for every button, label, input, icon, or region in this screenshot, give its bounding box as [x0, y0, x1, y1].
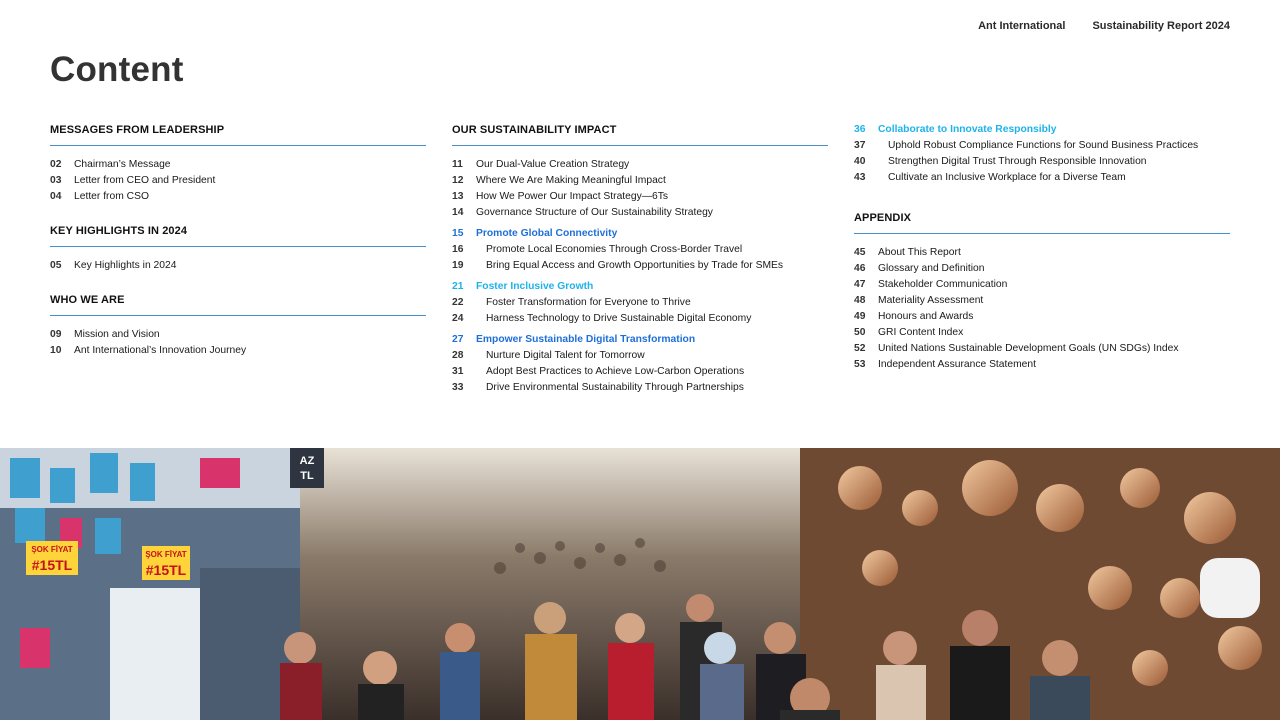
toc-page-number: 47: [854, 279, 866, 290]
toc-entry-label: Governance Structure of Our Sustainability Strategy: [476, 207, 713, 218]
toc-entry-link[interactable]: [452, 311, 828, 327]
toc-entry-link[interactable]: [854, 261, 1230, 277]
toc-entry-label: Nurture Digital Talent for Tomorrow: [486, 350, 645, 361]
toc-entry-label: Foster Transformation for Everyone to Thrive: [486, 297, 691, 308]
toc-page-number: 16: [452, 244, 464, 255]
toc-page-number: 50: [854, 327, 866, 338]
toc-page-number: 28: [452, 350, 464, 361]
toc-entry-link[interactable]: [854, 357, 1230, 373]
toc-section-title: KEY HIGHLIGHTS IN 2024: [50, 225, 426, 247]
toc-page-number: 45: [854, 247, 866, 258]
toc-page-number: 11: [452, 159, 463, 170]
toc-entry-link[interactable]: [452, 205, 828, 221]
toc-entry-label: Letter from CEO and President: [74, 175, 216, 186]
toc-entry-link[interactable]: [50, 189, 426, 205]
toc-section-title: APPENDIX: [854, 212, 1230, 234]
sale-sign-1: ŞOK FİYAT: [31, 545, 73, 554]
toc-entry-link[interactable]: [452, 242, 828, 258]
toc-entry-link[interactable]: [50, 343, 426, 359]
toc-page-number: 36: [854, 124, 866, 135]
toc-page-number: 04: [50, 191, 62, 202]
toc-page-number: 37: [854, 140, 866, 151]
sale-sign-1-price: #15TL: [31, 557, 73, 573]
toc-entry-label: Materiality Assessment: [878, 295, 984, 306]
toc-section: [50, 124, 426, 205]
toc-column-3: [854, 122, 1230, 393]
sale-sign-2: ŞOK FİYAT: [145, 550, 187, 559]
toc-entry-label: Chairman’s Message: [74, 159, 171, 170]
toc-page-number: 10: [50, 345, 62, 356]
toc-entry-label: Glossary and Definition: [878, 263, 985, 274]
toc-page-number: 31: [452, 366, 464, 377]
toc-entry-label: Stakeholder Communication: [878, 279, 1008, 290]
toc-entry-link[interactable]: [452, 295, 828, 311]
toc-entry-link[interactable]: [854, 309, 1230, 325]
toc-entry-label: Cultivate an Inclusive Workplace for a Diverse Team: [888, 172, 1126, 183]
toc-page-number: 03: [50, 175, 62, 186]
toc-page-number: 22: [452, 297, 464, 308]
toc-chapter-link[interactable]: [452, 226, 828, 242]
toc-entry-label: Independent Assurance Statement: [878, 359, 1036, 370]
toc-page-number: 48: [854, 295, 866, 306]
toc-entry-link[interactable]: [854, 341, 1230, 357]
toc-page-number: 02: [50, 159, 62, 170]
toc-page-number: 14: [452, 207, 464, 218]
toc-page-number: 12: [452, 175, 464, 186]
toc-entry-label: United Nations Sustainable Development Goals (UN SDGs) Index: [878, 343, 1179, 354]
toc-section-title: WHO WE ARE: [50, 294, 426, 316]
toc-page-number: 40: [854, 156, 866, 167]
toc-section: [50, 294, 426, 359]
toc-page-number: 05: [50, 260, 62, 271]
toc-entry-label: Honours and Awards: [878, 311, 974, 322]
toc-page-number: 24: [452, 313, 464, 324]
toc-page-number: 43: [854, 172, 866, 183]
toc-entry-label: Empower Sustainable Digital Transformation: [476, 334, 696, 345]
toc-entry-link[interactable]: [452, 173, 828, 189]
toc-entry-link[interactable]: [854, 154, 1230, 170]
toc-entry-label: Strengthen Digital Trust Through Responsible Innovation: [888, 156, 1147, 167]
toc-entry-label: Collaborate to Innovate Responsibly: [878, 124, 1057, 135]
toc-entry-label: Our Dual-Value Creation Strategy: [476, 159, 630, 170]
toc-page-number: 21: [452, 281, 464, 292]
toc-entry-label: Bring Equal Access and Growth Opportunities by Trade for SMEs: [486, 260, 784, 271]
toc-entry-link[interactable]: [50, 327, 426, 343]
toc-page-number: 52: [854, 343, 866, 354]
toc-page-number: 53: [854, 359, 866, 370]
toc-chapter-link[interactable]: [452, 332, 828, 348]
toc-page-number: 13: [452, 191, 464, 202]
page-title: Content: [50, 50, 184, 89]
toc-entry-link[interactable]: [854, 138, 1230, 154]
toc-section: [854, 122, 1230, 186]
toc-section-title: MESSAGES FROM LEADERSHIP: [50, 124, 426, 146]
toc-chapter-link[interactable]: [452, 279, 828, 295]
toc-entry-link[interactable]: [452, 189, 828, 205]
toc-column-2: [452, 124, 828, 416]
toc-section: [50, 225, 426, 274]
toc-chapter-link[interactable]: [854, 122, 1230, 138]
toc-entry-link[interactable]: [854, 325, 1230, 341]
toc-entry-label: Promote Global Connectivity: [476, 228, 618, 239]
toc-page-number: 15: [452, 228, 464, 239]
toc-entry-label: Ant International’s Innovation Journey: [74, 345, 247, 356]
toc-entry-label: Harness Technology to Drive Sustainable Digital Economy: [486, 313, 752, 324]
toc-entry-link[interactable]: [50, 157, 426, 173]
toc-entry-label: GRI Content Index: [878, 327, 964, 338]
toc-entry-link[interactable]: [452, 364, 828, 380]
toc-entry-label: How We Power Our Impact Strategy—6Ts: [476, 191, 669, 202]
toc-entry-label: Promote Local Economies Through Cross-Border Travel: [486, 244, 743, 255]
company-name: Ant International: [978, 20, 1066, 32]
toc-entry-link[interactable]: [854, 245, 1230, 261]
market-crowd-photo: [0, 448, 1280, 720]
toc-entry-label: Uphold Robust Compliance Functions for Sound Business Practices: [888, 140, 1199, 151]
toc-entry-label: About This Report: [878, 247, 961, 258]
toc-page-number: 33: [452, 382, 464, 393]
toc-entry-link[interactable]: [854, 277, 1230, 293]
toc-entry-label: Key Highlights in 2024: [74, 260, 177, 271]
toc-page-number: 46: [854, 263, 866, 274]
toc-entry-link[interactable]: [452, 380, 828, 396]
toc-entry-label: Mission and Vision: [74, 329, 160, 340]
toc-entry-link[interactable]: [854, 293, 1230, 309]
sale-sign-2-price: #15TL: [145, 562, 187, 578]
shop-sign: AZ: [299, 455, 315, 467]
report-name: Sustainability Report 2024: [1092, 20, 1230, 32]
toc-entry-link[interactable]: [50, 173, 426, 189]
toc-entry-label: Drive Environmental Sustainability Through Partnerships: [486, 382, 744, 393]
shop-sign-2: TL: [300, 470, 314, 482]
toc-entry-link[interactable]: [452, 258, 828, 274]
toc-page-number: 27: [452, 334, 464, 345]
toc-column-1: [50, 124, 426, 379]
toc-entry-label: Letter from CSO: [74, 191, 149, 202]
toc-page-number: 49: [854, 311, 866, 322]
toc-page-number: 19: [452, 260, 464, 271]
toc-entry-label: Foster Inclusive Growth: [476, 281, 594, 292]
toc-entry-label: Adopt Best Practices to Achieve Low-Carbon Operations: [486, 366, 745, 377]
toc-section-title: OUR SUSTAINABILITY IMPACT: [452, 124, 828, 146]
toc-entry-link[interactable]: [854, 170, 1230, 186]
report-header: [978, 20, 1230, 32]
toc-page-number: 09: [50, 329, 62, 340]
toc-entry-label: Where We Are Making Meaningful Impact: [476, 175, 666, 186]
toc-entry-link[interactable]: [452, 157, 828, 173]
toc-section: [854, 212, 1230, 373]
toc-entry-link[interactable]: [452, 348, 828, 364]
toc-section: [452, 124, 828, 396]
toc-entry-link[interactable]: [50, 258, 426, 274]
